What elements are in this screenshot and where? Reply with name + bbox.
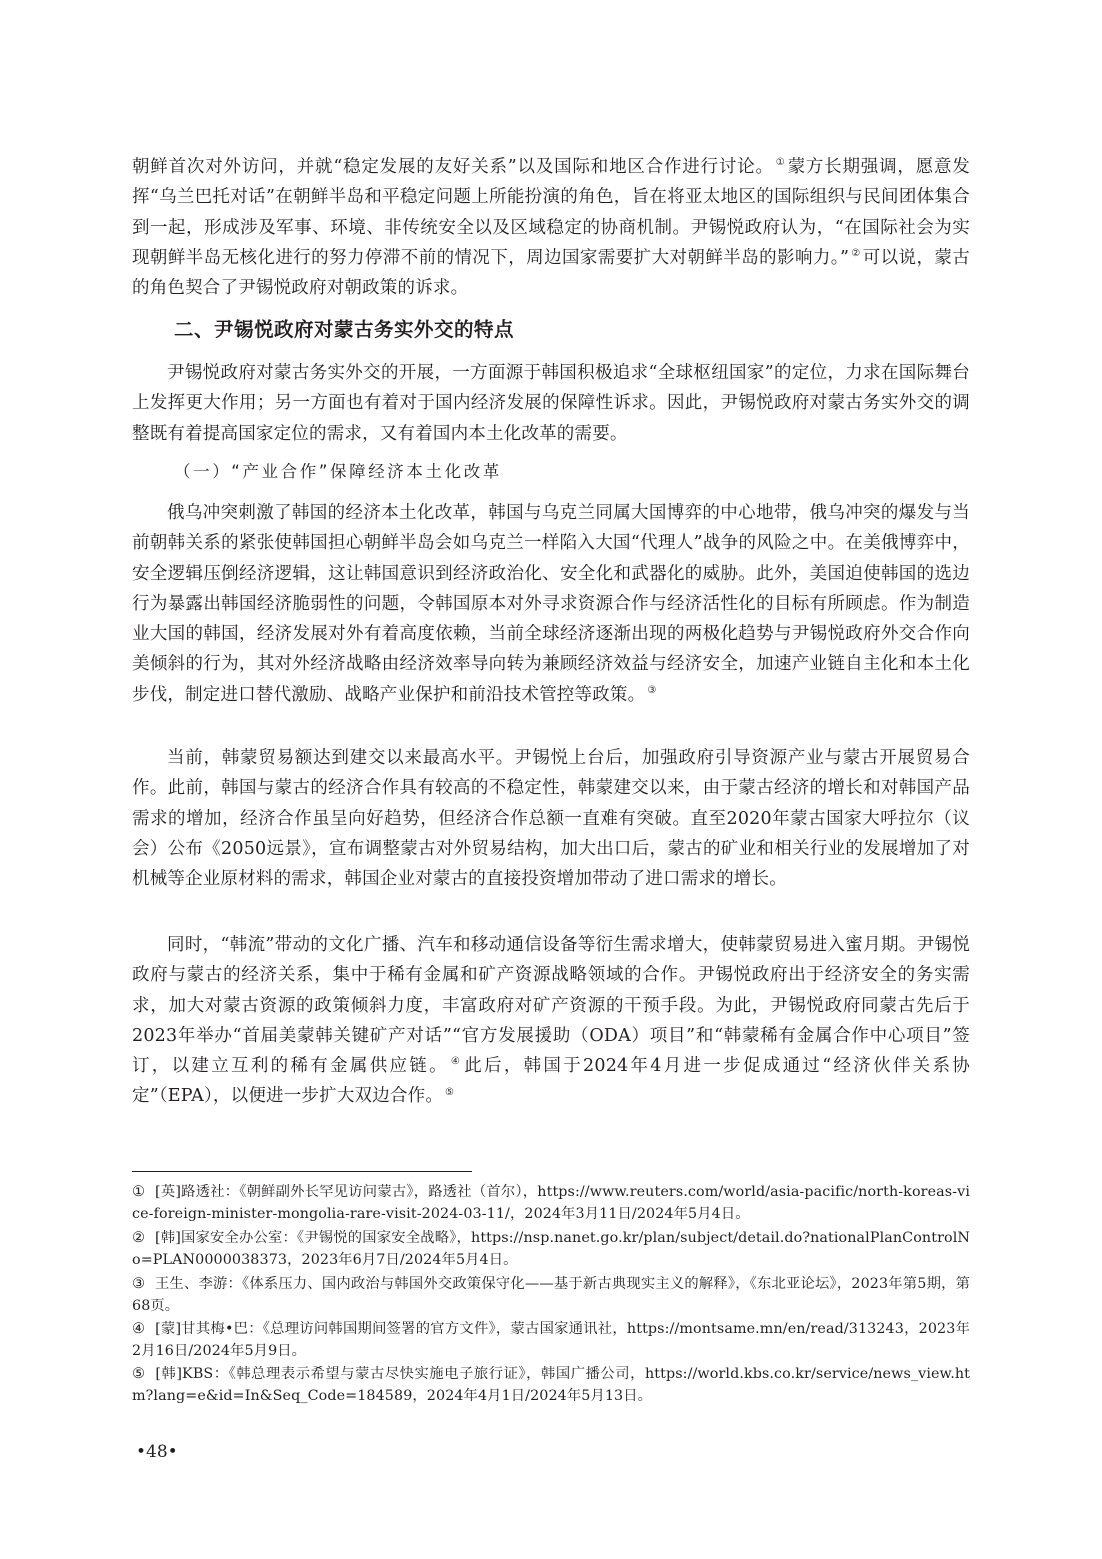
footnote-text: 王生、李游：《体系压力、国内政治与韩国外交政策保守化——基于新古典现实主义的解释》，《东北亚论坛》，2023年第5期，第68页。	[132, 1276, 971, 1314]
paragraph-text: 可以说，蒙古的角色契合了尹锡悦政府对朝政策的诉求。	[132, 247, 970, 299]
paragraph: 尹锡悦政府对蒙古务实外交的开展，一方面源于韩国积极追求“全球枢纽国家”的定位，力求在国际舞台上发挥更大作用；另一方面也有着对于国内经济发展的保障性诉求。因此，尹锡悦政府对蒙古务实外交的调整既有着提高国家定位的需求，又有着国内本土化改革的需要。	[132, 363, 970, 444]
footnote-ref[interactable]: ⑤	[445, 1086, 455, 1098]
footnote-ref[interactable]: ③	[647, 684, 657, 696]
paragraph	[132, 930, 970, 1112]
footnote-mark: ③	[132, 1276, 146, 1292]
subsection-heading: （一）“产业合作”保障经济本土化改革	[174, 462, 502, 481]
paragraph-text: 同时，“韩流”带动的文化广播、汽车和移动通信设备等衍生需求增大，使韩蒙贸易进入蜜月期。尹锡悦政府与蒙古的经济关系，集中于稀有金属和矿产资源战略领域的合作。尹锡悦政府出于经济安全的务实需求，加大对蒙古资源的政策倾斜力度，丰富政府对矿产资源的干预手段。为此，尹锡悦政府同蒙古先后于2023年举办“首届美蒙韩关键矿产对话”“官方发展援助（ODA）项目”和“韩蒙稀有金属合作中心项目”签订，以建立互利的稀有金属供应链。	[132, 935, 970, 1077]
page-number: •48•	[136, 1442, 178, 1462]
footnote-text[interactable]: [韩]KBS：《韩总理表示希望与蒙古尽快实施电子旅行证》，韩国广播公司，https://world.kbs.co.kr/service/news_view.htm?lang=e&id=In&Seq_Code=184589，2024年4月1日/2024年5月13日。	[132, 1366, 970, 1404]
footnote	[132, 1182, 970, 1225]
footnote-mark: ②	[132, 1230, 146, 1246]
footnote	[132, 1319, 970, 1362]
footnote-ref[interactable]: ②	[851, 248, 861, 260]
footnote-text[interactable]: [韩]国家安全办公室：《尹锡悦的国家安全战略》，https://nsp.nanet.go.kr/plan/subject/detail.do?nationalPlanControlNo=PLAN0000038373，2023年6月7日/2024年5月4日。	[132, 1230, 970, 1268]
section-heading: 二、尹锡悦政府对蒙古务实外交的特点	[174, 318, 515, 341]
footnote-text[interactable]: [蒙]甘其梅•巴：《总理访问韩国期间签署的官方文件》，蒙古国家通讯社，https://montsame.mn/en/read/313243，2023年2月16日/2024年5月9日。	[132, 1321, 970, 1359]
paragraph	[132, 498, 970, 710]
paragraph	[132, 152, 970, 303]
paragraph-text: 蒙方长期强调，愿意发挥“乌兰巴托对话”在朝鲜半岛和平稳定问题上所能扮演的角色，旨在将亚太地区的国际组织与民间团体集合到一起，形成涉及军事、环境、非传统安全以及区域稳定的协商机制。尹锡悦政府认为，“在国际社会为实现朝鲜半岛无核化进行的努力停滞不前的情况下，周边国家需要扩大对朝鲜半岛的影响力。”	[132, 157, 971, 268]
footnote-text[interactable]: [英]路透社：《朝鲜副外长罕见访问蒙古》，路透社（首尔），https://www.reuters.com/world/asia-pacific/north-koreas-vice-foreign-minister-mongolia-rare-visit-2024-03-11/，2024年3月11日/2024年5月4日。	[132, 1184, 970, 1222]
footnote	[132, 1228, 970, 1271]
footnote-mark: ④	[132, 1321, 146, 1337]
footnote-divider	[132, 1171, 472, 1172]
footnote	[132, 1364, 970, 1407]
footnote-ref[interactable]: ①	[775, 157, 786, 169]
paragraph: 当前，韩蒙贸易额达到建交以来最高水平。尹锡悦上台后，加强政府引导资源产业与蒙古开展贸易合作。此前，韩国与蒙古的经济合作具有较高的不稳定性，韩蒙建交以来，由于蒙古经济的增长和对韩国产品需求的增加，经济合作虽呈向好趋势，但经济合作总额一直难有突破。直至2020年蒙古国家大呼拉尔（议会）公布《2050远景》，宣布调整蒙古对外贸易结构，加大出口后，蒙古的矿业和相关行业的发展增加了对机械等企业原材料的需求，韩国企业对蒙古的直接投资增加带动了进口需求的增长。	[132, 748, 970, 890]
footnote-mark: ①	[132, 1184, 146, 1200]
footnote-ref[interactable]: ④	[450, 1056, 463, 1068]
footnote-mark: ⑤	[132, 1366, 146, 1382]
paragraph-text: 此后，韩国于2024年4月进一步促成通过“经济伙伴关系协定”（EPA），以便进一步扩大双边合作。	[132, 1056, 970, 1107]
paragraph-text: 俄乌冲突刺激了韩国的经济本土化改革，韩国与乌克兰同属大国博弈的中心地带，俄乌冲突的爆发与当前朝韩关系的紧张使韩国担心朝鲜半岛会如乌克兰一样陷入大国“代理人”战争的风险之中。在美俄博弈中，安全逻辑压倒经济逻辑，这让韩国意识到经济政治化、安全化和武器化的威胁。此外，美国迫使韩国的选边行为暴露出韩国经济脆弱性的问题，令韩国原本对外寻求资源合作与经济活性化的目标有所顾虑。作为制造业大国的韩国，经济发展对外有着高度依赖，当前全球经济逐渐出现的两极化趋势与尹锡悦政府外交合作向美倾斜的行为，其对外经济战略由经济效率导向转为兼顾经济效益与经济安全，加速产业链自主化和本土化步伐，制定进口替代激励、战略产业保护和前沿技术管控等政策。	[132, 503, 970, 705]
paragraph-text: 朝鲜首次对外访问，并就“稳定发展的友好关系”以及国际和地区合作进行讨论。	[132, 157, 774, 177]
footnote	[132, 1274, 970, 1317]
